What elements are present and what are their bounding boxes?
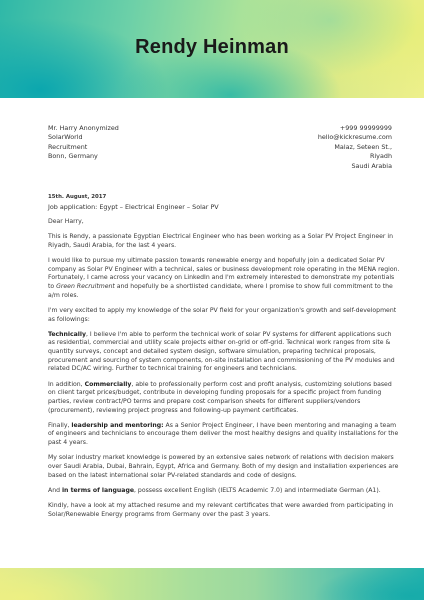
salutation: Dear Harry, (48, 218, 84, 225)
recipient-name: Mr. Harry Anonymized (48, 124, 119, 132)
sender-country: Saudi Arabia (351, 161, 392, 170)
letter-body (48, 218, 400, 526)
company-name-italic: Green Recruitment (56, 283, 115, 290)
sender-contact (318, 124, 392, 171)
header-banner (0, 0, 424, 98)
paragraph-market: My solar industry market knowledge is powered by an extensive sales network of relations with decision makers over Saudi Arabia, Dubai, Bahrain, Egypt, Africa and Germany. Both of my design and installation experiences are based on the latest international solar PV-related standards and code of designs. (48, 454, 399, 479)
paragraph-closing: Kindly, have a look at my attached resume and my relevant certificates that were awarded from participating in Solar/Renewable Energy programs from Germany over the past 3 years. (48, 501, 394, 518)
paragraph-commercial: In addition, Commercially, able to professionally perform cost and profit analysis, customizing solutions based on client target prices/budget, contribute in developing funding proposals for a specific project from funding parties, review contract/PO terms and prepare cost comparison sheets for different suppliers/vendors (procurement), reviewing project progress and following-up payment certificates. (48, 380, 392, 414)
paragraph-motivation: I would like to pursue my ultimate passion towards renewable energy and hopefully join a dedicated Solar PV company as Solar PV Engineer with a technical, sales or business development role operating in the MENA region. Fortunately, I came across your vacancy on LinkedIn and I'm extremely interested to demonstrate my potentials to Green Recruitment and hopefully be a shortlisted candidate, where I promise to show full commitment to the a/m roles. (48, 256, 400, 299)
sender-email: hello@kickresume.com (317, 133, 392, 142)
footer-banner (0, 568, 424, 600)
paragraph-excitement: I'm very excited to apply my knowledge of the solar PV field for your organization's growth and self-development as followings: (48, 306, 397, 323)
sender-city: Riyadh (369, 152, 392, 161)
paragraph-language: And in terms of language, possess excellent English (IELTS Academic 7.0) and intermediate German (A1). (48, 486, 381, 494)
letter-subject: Job application: Egypt – Electrical Engineer – Solar PV (48, 203, 219, 211)
letter-date: 15th. August, 2017 (48, 194, 107, 200)
applicant-name: Rendy Heinman (135, 36, 289, 58)
paragraph-leadership: Finally, leadership and mentoring: As a Senior Project Engineer, I have been mentoring and managing a team of engineers and technicians to encourage them deliver the most healthy designs and quality installations for the past 4 years. (48, 421, 399, 447)
recipient-address (48, 124, 119, 162)
sender-street: Malaz, Seteen St., (334, 142, 392, 151)
sender-phone: +999 99999999 (339, 124, 392, 132)
recipient-department: Recruitment (48, 142, 88, 151)
paragraph-technical: Technically, I believe I'm able to perform the technical work of solar PV systems for different applications such as residential, commercial and utility scale projects either on-grid or off-grid. Technical work ranges from site & quantity surveys, concept and detailed system design, software simulation, preparing technical proposals, procurement and sourcing of system components, on-site installation and commissioning of the PV modules and related DC/AC wiring. Further to technical training for engineers and technicians. (48, 330, 395, 373)
recipient-city: Bonn, Germany (48, 152, 98, 161)
recipient-company: SolarWorld (48, 133, 83, 142)
paragraph-intro: This is Rendy, a passionate Egyptian Electrical Engineer who has been working as a Solar PV Project Engineer in Riyadh, Saudi Arabia, for the last 4 years. (48, 233, 393, 249)
